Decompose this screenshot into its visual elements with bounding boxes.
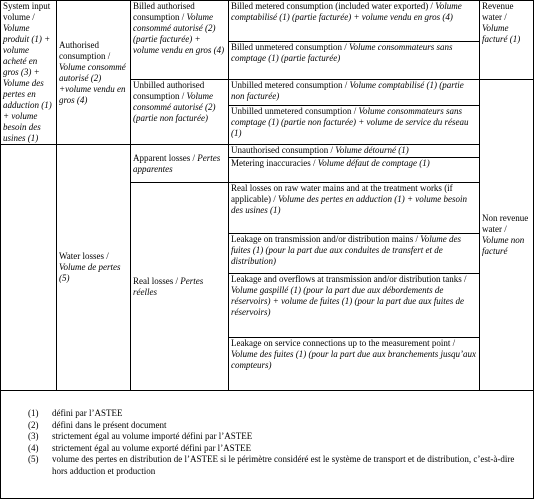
leakage-tanks-cell: Leakage and overflows at transmission and/or distribution tanks / Volume gaspillé (1) (pour la part due aux débordements de réservoirs) + volume de fuites (1) (pour la part due aux fuites de réservoirs)	[229, 274, 480, 338]
unbilled-unmetered-cell: Unbilled unmetered consumption / Volume consommateurs sans comptage (1) (partie non facturée) + volume de service du réseau (1)	[229, 106, 480, 145]
leakage-transmission-cell: Leakage on transmission and/or distribution mains / Volume des fuites (1) (pour la part due aux conduites de transfert et de distribution)	[229, 234, 480, 274]
footnote: (3) strictement égal au volume importé défini par l’ASTEE	[28, 431, 253, 442]
real-losses-cell: Real losses / Pertes réelles	[131, 183, 229, 391]
unbilled-metered-cell: Unbilled metered consumption / Volume comptabilisé (1) (partie non facturée)	[229, 80, 480, 106]
footnote: (2) défini dans le présent document	[28, 419, 167, 430]
water-losses-cell: Water losses / Volume de pertes (5)	[57, 145, 131, 391]
footnotes	[28, 408, 528, 478]
unauthorised-cell: Unauthorised consumption / Volume détourné (1)	[229, 145, 480, 158]
system-input-cell: System input volume / Volume produit (1) + volume acheté en gros (3) + Volume des pertes en adduction (1) + volume besoin des usines (1)	[1, 1, 57, 145]
metering-inaccuracies-cell: Metering inaccuracies / Volume défaut de comptage (1)	[229, 158, 480, 183]
billed-unmetered-cell: Billed unmetered consumption / Volume consommateurs sans comptage (1) (partie facturée)	[229, 42, 480, 80]
system-input-lower-cell	[1, 145, 57, 391]
billed-authorised-cell: Billed authorised consumption / Volume consommé autorisé (2) (partie facturée) + volume vendu en gros (4)	[131, 1, 229, 80]
authorised-cell: Authorised consumption / Volume consommé autorisé (2) +volume vendu en gros (4)	[57, 1, 131, 145]
leakage-service-cell: Leakage on service connections up to the measurement point / Volume des fuites (1) (pour la part due aux branchements jusqu’aux compteurs)	[229, 338, 480, 391]
non-revenue-water-cell: Non revenue water / Volume non facturé	[480, 80, 534, 391]
footnote: (1) défini par l’ASTEE	[28, 408, 123, 418]
footnote: (5) volume des pertes en distribution de l’ASTEE si le périmètre considéré est le système de transport et de distribution, c’est-à-dire hors adduction et production	[28, 454, 515, 476]
footnote: (4) strictement égal au volume exporté défini par l’ASTEE	[28, 442, 252, 453]
unbilled-authorised-cell: Unbilled authorised consumption / Volume consommé autorisé (2) (partie non facturée)	[131, 80, 229, 145]
real-losses-raw-cell: Real losses on raw water mains and at the treatment works (if applicable) / Volume des pertes en adduction (1) + volume besoin des usines (1)	[229, 183, 480, 234]
billed-metered-cell: Billed metered consumption (included water exported) / Volume comptabilisé (1) (partie facturée) + volume vendu en gros (4)	[229, 1, 480, 42]
apparent-losses-cell: Apparent losses / Pertes apparentes	[131, 145, 229, 183]
revenue-water-cell: Revenue water / Volume facturé (1)	[480, 1, 534, 80]
